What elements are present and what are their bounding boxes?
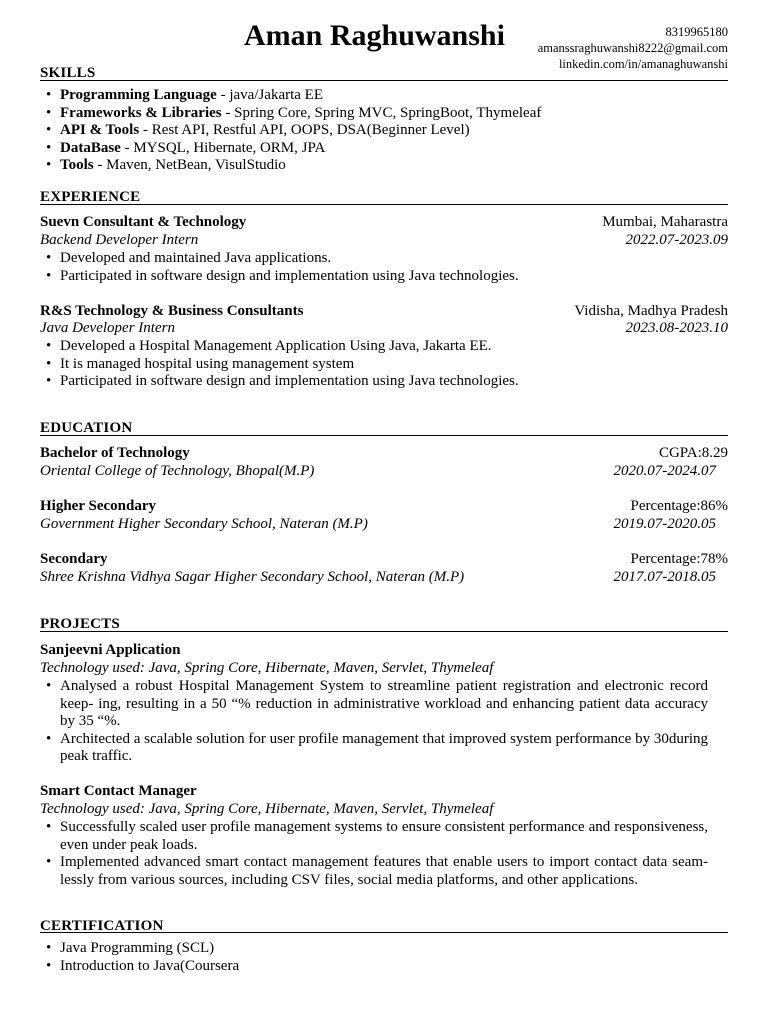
- job-dates: 2023.08-2023.10: [625, 320, 728, 336]
- skill-item: • Programming Language - java/Jakarta EE: [40, 87, 541, 105]
- section-title-certification: CERTIFICATION: [40, 918, 164, 934]
- job-role: Backend Developer Intern: [40, 232, 199, 248]
- education-dates: 2020.07-2024.07: [613, 463, 716, 479]
- project-bullets: [40, 819, 708, 889]
- job-location: Vidisha, Madhya Pradesh: [574, 303, 728, 319]
- phone-number: 8319965180: [665, 25, 728, 39]
- project-tech-row: [40, 660, 728, 678]
- list-item: • Successfully scaled user profile management systems to ensure consistent performance and responsiveness, even under peak loads.: [40, 819, 708, 854]
- education-score: CGPA:8.29: [658, 445, 728, 461]
- job-role-row: [40, 232, 728, 250]
- list-item: • Developed and maintained Java applications.: [40, 250, 519, 268]
- project-tech: Technology used: Java, Spring Core, Hibernate, Maven, Servlet, Thymeleaf: [40, 801, 494, 817]
- education-header: [40, 498, 728, 516]
- job-location: Mumbai, Maharastra: [602, 214, 728, 230]
- project-tech-row: [40, 801, 728, 819]
- job-role-row: [40, 320, 728, 338]
- degree-name: Higher Secondary: [40, 498, 156, 514]
- skill-item: • DataBase - MYSQL, Hibernate, ORM, JPA: [40, 140, 541, 158]
- list-item: • Implemented advanced smart contact management features that enable users to import contact data seam- lessly from various sources, including CSV files, social media platforms, and other applications.: [40, 854, 708, 889]
- education-school-row: [40, 516, 728, 534]
- company-name: Suevn Consultant & Technology: [40, 214, 247, 230]
- section-divider: [40, 435, 728, 436]
- section-divider: [40, 80, 728, 81]
- section-title-skills: SKILLS: [40, 65, 96, 81]
- job-bullets: [40, 250, 519, 285]
- education-score: Percentage:86%: [630, 498, 728, 514]
- degree-name: Bachelor of Technology: [40, 445, 190, 461]
- list-item: • It is managed hospital using management system: [40, 356, 519, 374]
- section-title-experience: EXPERIENCE: [40, 189, 141, 205]
- project-name: Sanjeevni Application: [40, 642, 181, 658]
- section-divider: [40, 631, 728, 632]
- section-divider: [40, 932, 728, 933]
- education-school-row: [40, 463, 728, 481]
- list-item: • Participated in software design and implementation using Java technologies.: [40, 268, 519, 286]
- education-score: Percentage:78%: [630, 551, 728, 567]
- project-name: Smart Contact Manager: [40, 783, 197, 799]
- company-name: R&S Technology & Business Consultants: [40, 303, 304, 319]
- education-school-row: [40, 569, 728, 587]
- list-item: • Architected a scalable solution for user profile management that improved system performance by 30during peak traffic.: [40, 731, 708, 766]
- project-bullets: [40, 678, 708, 766]
- skill-item: • Tools - Maven, NetBean, VisulStudio: [40, 157, 541, 175]
- email-address: amanssraghuwanshi8222@gmail.com: [537, 41, 728, 55]
- school-name: Government Higher Secondary School, Nateran (M.P): [40, 516, 368, 532]
- education-dates: 2019.07-2020.05: [613, 516, 716, 532]
- certification-item: • Introduction to Java(Coursera: [40, 958, 239, 976]
- school-name: Oriental College of Technology, Bhopal(M.P): [40, 463, 315, 479]
- skills-list: [40, 87, 541, 175]
- skill-item: • Frameworks & Libraries - Spring Core, Spring MVC, SpringBoot, Thymeleaf: [40, 105, 541, 123]
- list-item: • Developed a Hospital Management Application Using Java, Jakarta EE.: [40, 338, 519, 356]
- education-header: [40, 551, 728, 569]
- section-title-education: EDUCATION: [40, 420, 133, 436]
- certification-item: • Java Programming (SCL): [40, 940, 239, 958]
- job-header: [40, 214, 728, 232]
- list-item: • Analysed a robust Hospital Management System to streamline patient registration and electronic record keep- ing, resulting in a 50 “% reduction in administrative workload and enhancing patient data accuracy by 35 “%.: [40, 678, 708, 731]
- project-header: [40, 783, 728, 801]
- contact-block: [538, 24, 728, 72]
- job-dates: 2022.07-2023.09: [625, 232, 728, 248]
- education-header: [40, 445, 728, 463]
- job-role: Java Developer Intern: [40, 320, 175, 336]
- skill-item: • API & Tools - Rest API, Restful API, OOPS, DSA(Beginner Level): [40, 122, 541, 140]
- list-item: • Participated in software design and implementation using Java technologies.: [40, 373, 519, 391]
- project-tech: Technology used: Java, Spring Core, Hibernate, Maven, Servlet, Thymeleaf: [40, 660, 494, 676]
- section-title-projects: PROJECTS: [40, 616, 120, 632]
- degree-name: Secondary: [40, 551, 108, 567]
- certification-list: [40, 940, 239, 975]
- school-name: Shree Krishna Vidhya Sagar Higher Secondary School, Nateran (M.P): [40, 569, 465, 585]
- resume-name: Aman Raghuwanshi: [244, 19, 505, 52]
- project-header: [40, 642, 728, 660]
- linkedin-url: linkedin.com/in/amanaghuwanshi: [558, 57, 728, 71]
- job-bullets: [40, 338, 519, 391]
- section-divider: [40, 204, 728, 205]
- job-header: [40, 303, 728, 321]
- education-dates: 2017.07-2018.05: [613, 569, 716, 585]
